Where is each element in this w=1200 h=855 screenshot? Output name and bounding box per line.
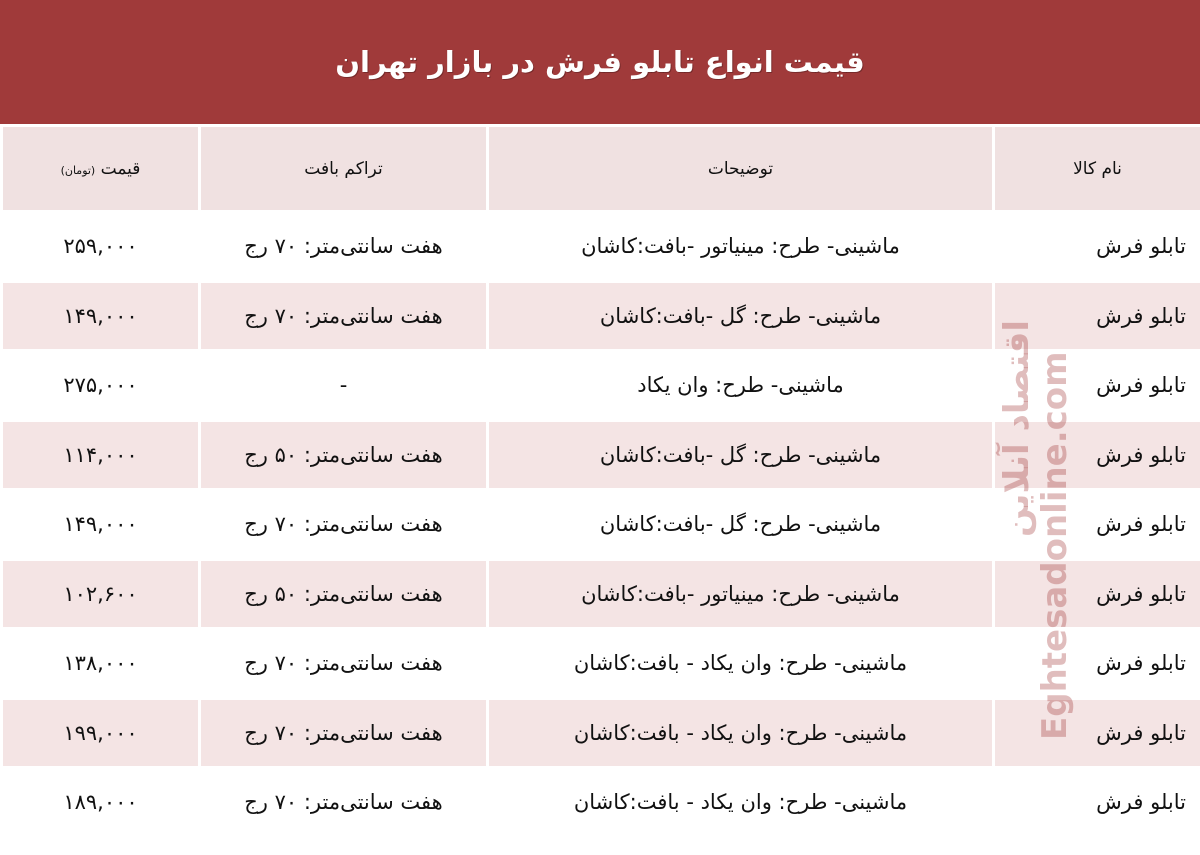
density-cell: هفت سانتی‌متر: ۷۰ رج xyxy=(200,768,488,838)
table-header-row xyxy=(2,126,1200,212)
header-description: توضیحات xyxy=(488,126,994,212)
description-cell: ماشینی- طرح: وان یکاد - بافت:کاشان xyxy=(488,768,994,838)
table-row xyxy=(2,629,1200,699)
name-cell: تابلو فرش xyxy=(994,768,1200,838)
table-row xyxy=(2,490,1200,560)
price-cell: ۲۵۹,۰۰۰ xyxy=(2,212,200,282)
price-cell: ۱۰۲,۶۰۰ xyxy=(2,559,200,629)
density-cell: هفت سانتی‌متر: ۷۰ رج xyxy=(200,281,488,351)
page-title: قیمت انواع تابلو فرش در بازار تهران xyxy=(335,45,865,79)
description-cell: ماشینی- طرح: وان یکاد - بافت:کاشان xyxy=(488,698,994,768)
header-price-unit: (تومان) xyxy=(60,163,96,177)
table-row xyxy=(2,768,1200,838)
title-banner xyxy=(0,0,1200,124)
table-row xyxy=(2,281,1200,351)
header-price xyxy=(2,126,200,212)
header-price-label: قیمت xyxy=(100,158,141,179)
density-cell: هفت سانتی‌متر: ۷۰ رج xyxy=(200,490,488,560)
name-cell: تابلو فرش xyxy=(994,490,1200,560)
price-cell: ۲۷۵,۰۰۰ xyxy=(2,351,200,421)
table-row xyxy=(2,420,1200,490)
description-cell: ماشینی- طرح: وان یکاد - بافت:کاشان xyxy=(488,629,994,699)
watermark-text-fa: اقتصاد آنلاین xyxy=(997,320,1037,537)
name-cell: تابلو فرش xyxy=(994,212,1200,282)
header-name: نام کالا xyxy=(994,126,1200,212)
table-row xyxy=(2,212,1200,282)
density-cell: هفت سانتی‌متر: ۵۰ رج xyxy=(200,420,488,490)
name-cell: تابلو فرش xyxy=(994,420,1200,490)
description-cell: ماشینی- طرح: گل -بافت:کاشان xyxy=(488,281,994,351)
density-cell: هفت سانتی‌متر: ۷۰ رج xyxy=(200,629,488,699)
price-cell: ۱۴۹,۰۰۰ xyxy=(2,490,200,560)
price-cell: ۱۱۴,۰۰۰ xyxy=(2,420,200,490)
description-cell: ماشینی- طرح: مینیاتور -بافت:کاشان xyxy=(488,212,994,282)
price-table xyxy=(0,124,1200,839)
name-cell: تابلو فرش xyxy=(994,629,1200,699)
price-cell: ۱۹۹,۰۰۰ xyxy=(2,698,200,768)
density-cell: - xyxy=(200,351,488,421)
density-cell: هفت سانتی‌متر: ۷۰ رج xyxy=(200,698,488,768)
header-density: تراکم بافت xyxy=(200,126,488,212)
name-cell: تابلو فرش xyxy=(994,559,1200,629)
table-row xyxy=(2,351,1200,421)
table-row xyxy=(2,698,1200,768)
description-cell: ماشینی- طرح: گل -بافت:کاشان xyxy=(488,420,994,490)
price-cell: ۱۳۸,۰۰۰ xyxy=(2,629,200,699)
table-row xyxy=(2,559,1200,629)
name-cell: تابلو فرش xyxy=(994,351,1200,421)
density-cell: هفت سانتی‌متر: ۷۰ رج xyxy=(200,212,488,282)
density-cell: هفت سانتی‌متر: ۵۰ رج xyxy=(200,559,488,629)
watermark-text-en: Eghtesadonline.com xyxy=(1035,351,1075,740)
name-cell: تابلو فرش xyxy=(994,698,1200,768)
name-cell: تابلو فرش xyxy=(994,281,1200,351)
price-cell: ۱۸۹,۰۰۰ xyxy=(2,768,200,838)
description-cell: ماشینی- طرح: گل -بافت:کاشان xyxy=(488,490,994,560)
description-cell: ماشینی- طرح: مینیاتور -بافت:کاشان xyxy=(488,559,994,629)
description-cell: ماشینی- طرح: وان یکاد xyxy=(488,351,994,421)
price-cell: ۱۴۹,۰۰۰ xyxy=(2,281,200,351)
